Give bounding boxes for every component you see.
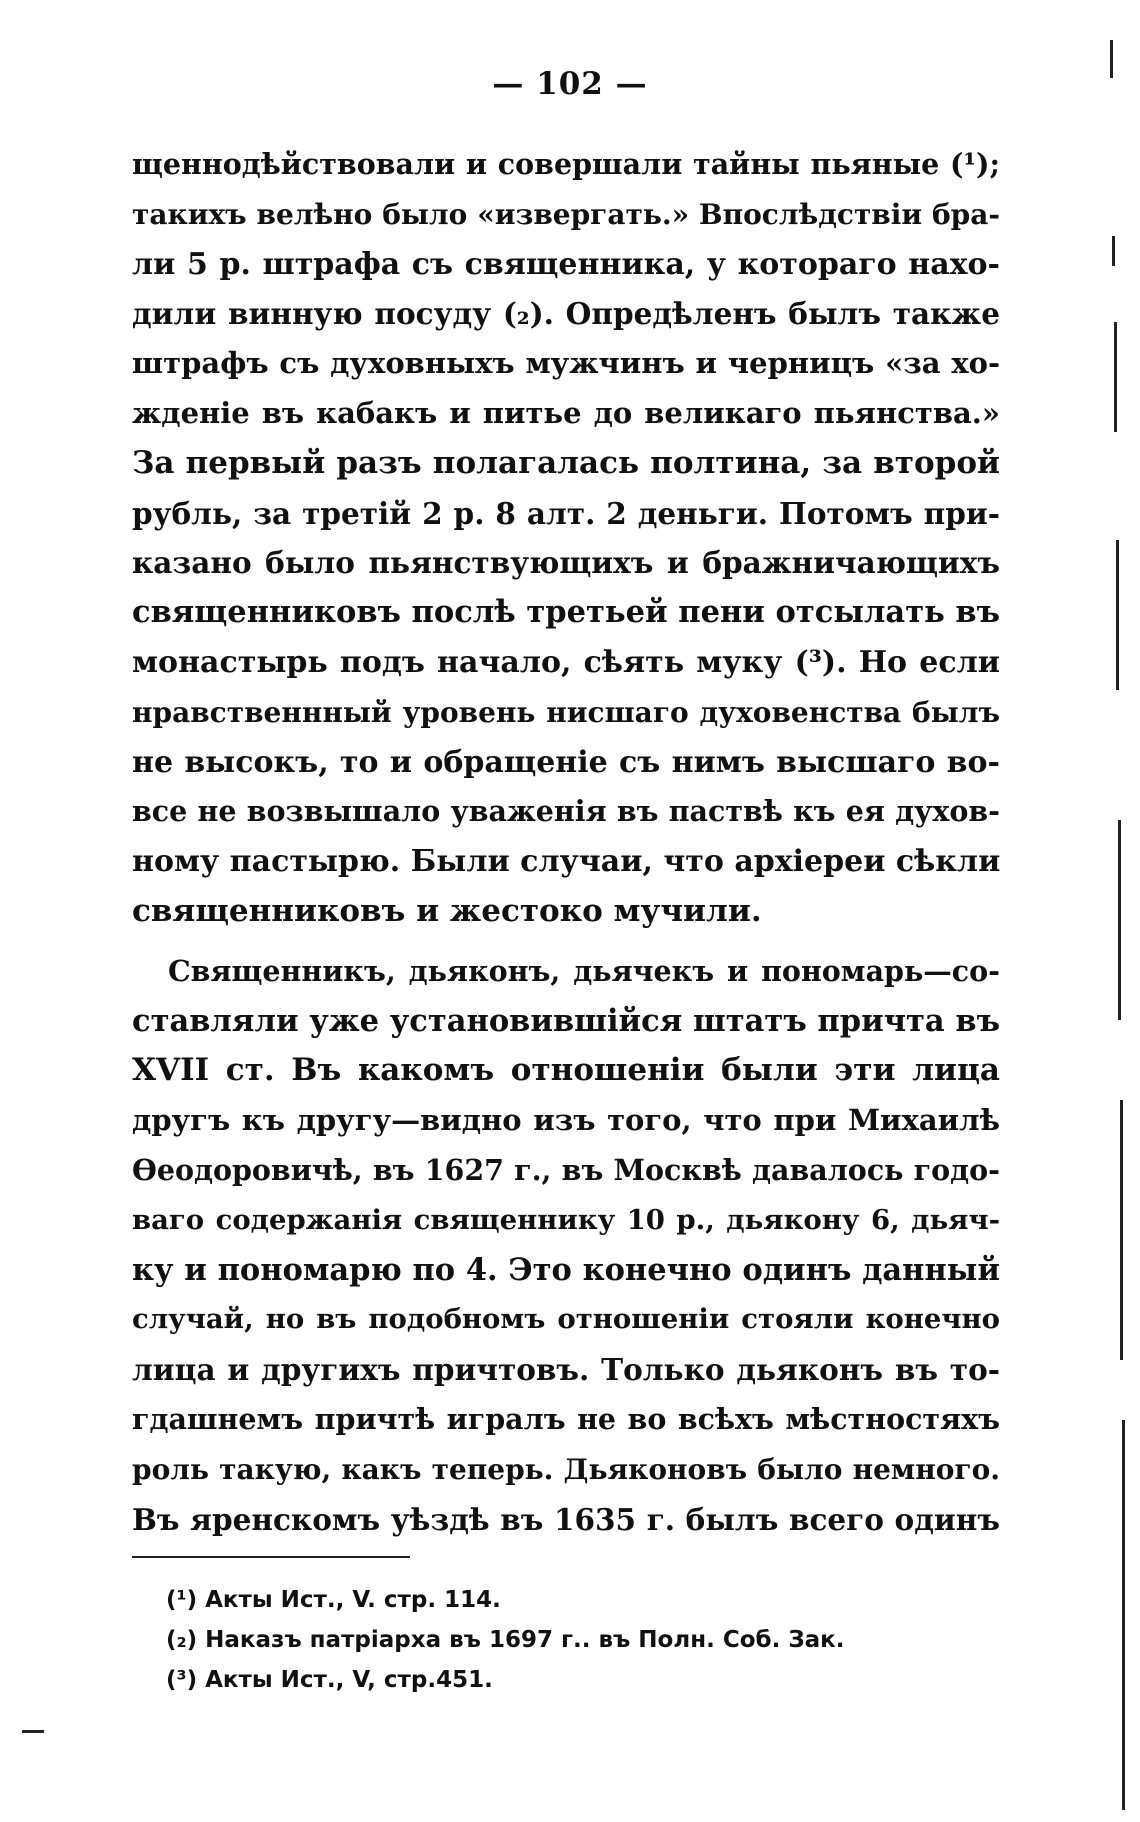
text-line: Въ яренскомъ уѣздѣ въ 1635 г. былъ всего одинъ bbox=[132, 1501, 1000, 1537]
text-line: лица и другихъ причтовъ. Только дьяконъ въ то- bbox=[132, 1352, 1000, 1388]
text-line: XVII ст. Въ какомъ отношеніи были эти лица bbox=[132, 1052, 1000, 1089]
text-line: роль такую, какъ теперь. Дьяконовъ было немного. bbox=[132, 1452, 1000, 1486]
text-line: монастырь подъ начало, сѣять муку (³). Но если bbox=[132, 644, 1000, 680]
text-line: другъ къ другу—видно изъ того, что при Михаилѣ bbox=[132, 1103, 1000, 1138]
text-line: гдашнемъ причтѣ игралъ не во всѣхъ мѣстностяхъ bbox=[132, 1401, 1000, 1436]
footnote-3: (³) Акты Ист., V, стр.451. bbox=[166, 1667, 493, 1693]
footnote-1: (¹) Акты Ист., V. стр. 114. bbox=[166, 1587, 501, 1613]
text-line: такихъ велѣно было «извергать.» Впослѣдствіи бра- bbox=[132, 197, 1000, 231]
text-line: не высокъ, то и обращеніе съ нимъ высшаго во- bbox=[132, 744, 1000, 780]
text-line: За первый разъ полагалась полтина, за второй bbox=[132, 444, 1000, 481]
page-number: — 102 — bbox=[492, 66, 648, 102]
text-line: казано было пьянствующихъ и бражничающихъ bbox=[132, 545, 1000, 581]
text-line: случай, но въ подобномъ отношеніи стояли конечно bbox=[132, 1303, 1000, 1336]
paragraph-2 bbox=[132, 947, 1000, 1545]
scan-margin-mark bbox=[1110, 40, 1113, 78]
scan-margin-mark bbox=[22, 1730, 44, 1733]
footnote-divider bbox=[132, 1556, 410, 1558]
footnotes bbox=[166, 1580, 966, 1700]
paragraph-gap bbox=[132, 937, 1000, 947]
paragraph-1 bbox=[132, 140, 1000, 937]
text-line: ному пастырю. Были случаи, что архіереи сѣкли bbox=[132, 844, 1001, 880]
footnote-2: (₂) Наказъ патріарха въ 1697 г.. въ Полн. Соб. Зак. bbox=[166, 1627, 845, 1653]
scan-margin-mark bbox=[1114, 322, 1117, 432]
body-text bbox=[132, 140, 1000, 1544]
text-line: священниковъ и жестоко мучили. bbox=[132, 892, 762, 929]
text-line: нравственнный уровень нисшаго духовенства былъ bbox=[132, 695, 1000, 729]
scan-margin-mark bbox=[1122, 1420, 1125, 1810]
scan-margin-mark bbox=[1118, 820, 1121, 1020]
text-line: штрафъ съ духовныхъ мужчинъ и черницъ «за хо- bbox=[132, 346, 1000, 381]
text-line: щеннодѣйствовали и совершали тайны пьяные (¹); bbox=[132, 147, 1000, 181]
scan-margin-mark bbox=[1120, 1100, 1123, 1360]
text-line: священниковъ послѣ третьей пени отсылать въ bbox=[132, 594, 1000, 631]
text-line: все не возвышало уваженія въ паствѣ къ ея духов- bbox=[132, 794, 1000, 829]
scan-margin-mark bbox=[1116, 540, 1119, 690]
text-line: ваго содержанія священнику 10 р., дьякону 6, дьяч- bbox=[132, 1203, 1000, 1236]
text-line: рубль, за третій 2 р. 8 алт. 2 деньги. Потомъ при- bbox=[132, 495, 1000, 531]
text-line: ставляли уже установившійся штатъ причта въ bbox=[132, 1002, 1000, 1039]
text-line: жденіе въ кабакъ и питье до великаго пьянства.» bbox=[132, 395, 1000, 430]
text-line: Ѳеодоровичѣ, въ 1627 г., въ Москвѣ давалось годо- bbox=[132, 1152, 1000, 1187]
text-line: дили винную посуду (₂). Опредѣленъ былъ также bbox=[132, 296, 1000, 332]
text-line: Священникъ, дьяконъ, дьячекъ и пономарь—со- bbox=[168, 953, 1000, 988]
scan-margin-mark bbox=[1112, 236, 1115, 266]
text-line: ку и пономарю по 4. Это конечно одинъ данный bbox=[132, 1251, 1000, 1288]
text-line: ли 5 р. штрафа съ священника, у котораго нахо- bbox=[132, 246, 1000, 282]
